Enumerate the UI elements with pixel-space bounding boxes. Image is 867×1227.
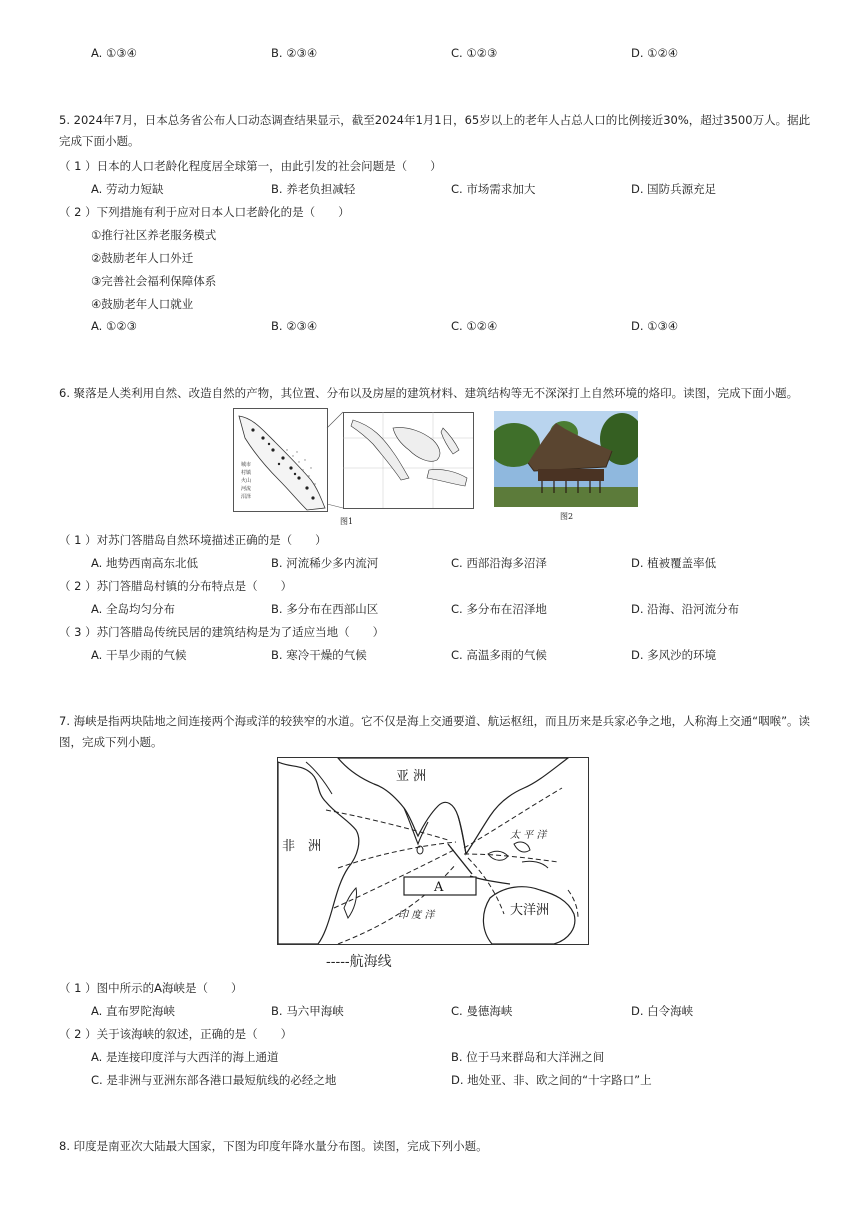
q4-option-c: C. ①②③	[451, 46, 498, 60]
q6-sub3-option-b: B. 寒冷干燥的气候	[271, 648, 367, 662]
q6-figure-1	[233, 408, 475, 512]
label-pacific: 太 平 洋	[510, 830, 547, 841]
q6-sub1-option-c: C. 西部沿海多沼泽	[451, 556, 547, 570]
q7-sub1-option-d: D. 白令海峡	[631, 1004, 694, 1018]
q6-sub2-option-d: D. 沿海、沿河流分布	[631, 602, 740, 616]
label-africa: 非 洲	[282, 839, 322, 854]
q7-sub1: （ 1 ）图中所示的A海峡是（ ）	[59, 981, 243, 995]
q6-figure-1-caption: 图1	[340, 517, 354, 526]
q6-sub3-option-c: C. 高温多雨的气候	[451, 648, 547, 662]
q7-sub2-option-c: C. 是非洲与亚洲东部各港口最短航线的必经之地	[91, 1073, 337, 1087]
q6-sub1-option-b: B. 河流稀少多内流河	[271, 556, 379, 570]
q6-sub3-option-a: A. 干旱少雨的气候	[91, 648, 187, 662]
legend-village: 村镇	[241, 470, 252, 476]
q6-figure-2-caption: 图2	[560, 512, 574, 521]
q7-strait-map	[277, 757, 589, 945]
q6-figure-2	[494, 411, 638, 507]
q5-sub1-option-c: C. 市场需求加大	[451, 182, 536, 196]
q7-map-legend: -----航海线	[326, 954, 392, 970]
q5-sub2-option-a: A. ①②③	[91, 319, 137, 333]
q6-sub2: （ 2 ）苏门答腊岛村镇的分布特点是（ ）	[59, 579, 293, 593]
q5-sub2-item-1: ①推行社区养老服务模式	[91, 228, 217, 242]
label-indian-ocean: 印 度 洋	[398, 910, 435, 921]
q7-sub2-option-a: A. 是连接印度洋与大西洋的海上通道	[91, 1050, 279, 1064]
q7-stem: 7. 海峡是指两块陆地之间连接两个海或洋的较狭窄的水道。它不仅是海上交通要道、航运枢纽，而且历来是兵家必争之地，人称海上交通“咽喉”。读图，完成下列小题。	[59, 714, 811, 749]
traditional-house-photo	[494, 411, 638, 507]
strait-a-label: A	[434, 880, 444, 895]
label-oceania: 大洋洲	[510, 903, 550, 918]
q6-sub2-option-b: B. 多分布在西部山区	[271, 602, 379, 616]
q5-sub2-item-3: ③完善社会福利保障体系	[91, 274, 217, 288]
q6-sub2-option-a: A. 全岛均匀分布	[91, 602, 175, 616]
label-asia: 亚 洲	[396, 769, 427, 784]
legend-city: 城市	[241, 462, 252, 468]
q6-sub1-option-a: A. 地势西南高东北低	[91, 556, 198, 570]
q7-sub1-option-b: B. 马六甲海峡	[271, 1004, 344, 1018]
q5-sub1-option-a: A. 劳动力短缺	[91, 182, 164, 196]
legend-volcano: 火山	[241, 478, 252, 484]
q5-sub2-item-2: ②鼓励老年人口外迁	[91, 251, 194, 265]
q5-sub1-option-b: B. 养老负担减轻	[271, 182, 356, 196]
q5-sub2-option-b: B. ②③④	[271, 319, 318, 333]
q5-stem: 5. 2024年7月，日本总务省公布人口动态调查结果显示，截至2024年1月1日，65岁以上的老年人占总人口的比例接近30%，超过3500万人。据此完成下面小题。	[59, 113, 811, 148]
q6-sub1: （ 1 ）对苏门答腊岛自然环境描述正确的是（ ）	[59, 533, 327, 547]
q5-sub2-option-c: C. ①②④	[451, 319, 498, 333]
q5-sub1-option-d: D. 国防兵源充足	[631, 182, 717, 196]
legend-river: 河流	[241, 486, 252, 492]
sumatra-map	[233, 408, 475, 512]
q5-sub2-item-4: ④鼓励老年人口就业	[91, 297, 194, 311]
indian-ocean-map	[278, 758, 588, 944]
q6-sub3-option-d: D. 多风沙的环境	[631, 648, 717, 662]
q5-sub2: （ 2 ）下列措施有利于应对日本人口老龄化的是（ ）	[59, 205, 350, 219]
q6-sub1-option-d: D. 植被覆盖率低	[631, 556, 717, 570]
q7-sub1-option-a: A. 直布罗陀海峡	[91, 1004, 175, 1018]
q5-sub1: （ 1 ）日本的人口老龄化程度居全球第一，由此引发的社会问题是（ ）	[59, 159, 442, 173]
q7-sub2-option-b: B. 位于马来群岛和大洋洲之间	[451, 1050, 605, 1064]
q7-sub2: （ 2 ）关于该海峡的叙述，正确的是（ ）	[59, 1027, 293, 1041]
q8-stem: 8. 印度是南亚次大陆最大国家，下图为印度年降水量分布图。读图，完成下列小题。	[59, 1139, 488, 1153]
q6-stem: 6. 聚落是人类利用自然、改造自然的产物，其位置、分布以及房屋的建筑材料、建筑结构等无不深深打上自然环境的烙印。读图，完成下面小题。	[59, 386, 799, 400]
q7-sub1-option-c: C. 曼德海峡	[451, 1004, 513, 1018]
q6-sub3: （ 3 ）苏门答腊岛传统民居的建筑结构是为了适应当地（ ）	[59, 625, 385, 639]
q5-sub2-option-d: D. ①③④	[631, 319, 679, 333]
q4-option-d: D. ①②④	[631, 46, 679, 60]
q4-option-a: A. ①③④	[91, 46, 137, 60]
q4-option-b: B. ②③④	[271, 46, 318, 60]
legend-swamp: 沼泽	[241, 494, 252, 500]
q6-sub2-option-c: C. 多分布在沼泽地	[451, 602, 547, 616]
q7-sub2-option-d: D. 地处亚、非、欧之间的“十字路口”上	[451, 1073, 652, 1087]
